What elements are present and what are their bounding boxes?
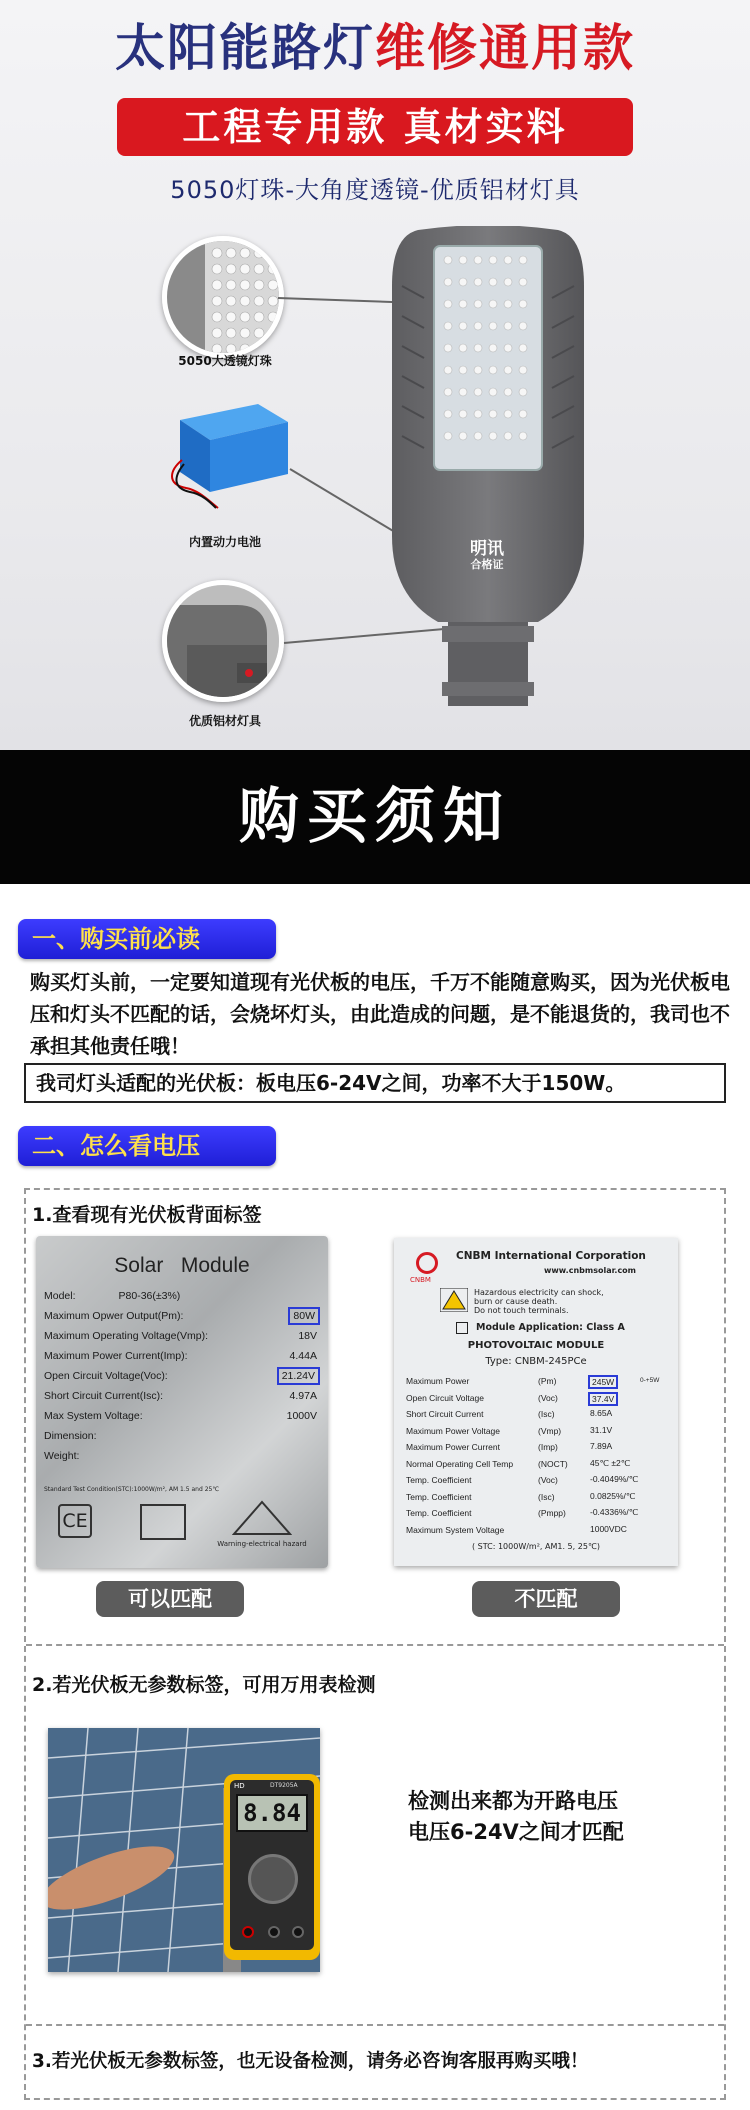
label-right-value: -0.4336%/℃: [590, 1507, 639, 1517]
label-right-value: 37.4V: [588, 1392, 618, 1406]
meter-dial-icon: [248, 1854, 298, 1904]
label-right-value: 45℃ ±2℃: [590, 1457, 631, 1468]
label-left-key: Short Circuit Current(Isc):: [44, 1390, 164, 1402]
cnbm-logo-text: CNBM: [410, 1276, 431, 1284]
label-right-key: Short Circuit Current: [406, 1409, 484, 1419]
label-right-value: 7.89A: [590, 1441, 613, 1451]
label-right-unit: (Voc): [538, 1475, 558, 1485]
label-left-title: Solar Module: [114, 1254, 250, 1277]
label-right-key: Maximum Power Voltage: [406, 1425, 501, 1436]
feature-label-aluminum: 优质铝材灯具: [188, 714, 261, 728]
hero-title-part2: 维修通用款: [375, 19, 635, 77]
label-right-unit: (NOCT): [538, 1458, 568, 1469]
hero-subtitle: 5050灯珠-大角度透镜-优质铝材灯具: [170, 176, 580, 204]
label-left-key: Weight:: [44, 1450, 80, 1462]
multimeter-face: [230, 1780, 314, 1950]
label-left-key: Maximum Opwer Output(Pm):: [44, 1310, 184, 1322]
label-right-key: Maximum Power Current: [406, 1442, 500, 1452]
label-right-row: [406, 1407, 672, 1424]
label-left-warning: Warning-electrical hazard: [217, 1540, 307, 1548]
cnbm-logo-icon: [416, 1252, 438, 1274]
ce-mark-icon: CE: [58, 1504, 92, 1538]
label-right-unit: (Pm): [538, 1376, 557, 1386]
aluminum-housing-icon: [162, 580, 284, 702]
nomatch-pill: 不匹配: [472, 1581, 620, 1617]
solar-label-left: [36, 1236, 328, 1568]
multimeter-body: [224, 1774, 320, 1960]
label-left-row: [44, 1346, 320, 1366]
label-right-value: 0.0825%/℃: [590, 1490, 636, 1501]
multimeter-photo: [48, 1728, 320, 1972]
label-left-value: 1000V: [286, 1410, 317, 1422]
led-chip-icon: [162, 236, 284, 358]
label-left-row: [44, 1426, 320, 1446]
section2-heading: 二、怎么看电压: [18, 1126, 276, 1166]
step1-text: 1.查看现有光伏板背面标签: [32, 1204, 262, 1226]
label-right-value: 245W: [588, 1375, 618, 1389]
label-left-key: Maximum Power Current(Imp):: [44, 1350, 188, 1362]
label-right-company: CNBM International Corporation: [456, 1250, 646, 1262]
meter-note-line2: 电压6-24V之间才匹配: [408, 1820, 624, 1844]
label-left-value: 4.44A: [289, 1350, 317, 1362]
warning-line-2: burn or cause death.: [474, 1297, 558, 1306]
label-right-key: Normal Operating Cell Temp: [406, 1458, 514, 1469]
label-right-row: [406, 1391, 672, 1408]
label-right-row: [406, 1490, 672, 1507]
application-checkbox-icon: [456, 1322, 468, 1334]
label-right-key: Maximum Power: [406, 1376, 470, 1386]
notice-title: 购买须知: [239, 782, 511, 852]
label-left-row: [44, 1286, 320, 1306]
label-right-type: Type: CNBM-245PCe: [485, 1356, 587, 1367]
label-right-rows: [406, 1374, 672, 1539]
hero-title: [0, 18, 750, 78]
section1-paragraph: 购买灯头前，一定要知道现有光伏板的电压，千万不能随意购买，因为光伏板电压和灯头不匹配的话，会烧坏灯头，由此造成的问题，是不能退货的，我司也不承担其他责任哦！: [30, 970, 730, 1058]
label-left-row: [44, 1326, 320, 1346]
meter-port-icon: [242, 1926, 254, 1938]
label-right-unit: (Pmpp): [538, 1508, 566, 1518]
label-right-row: [406, 1440, 672, 1457]
label-right-unit: (Isc): [538, 1409, 555, 1419]
meter-note: [408, 1786, 624, 1848]
step3-text: 3.若光伏板无参数标签，也无设备检测，请务必咨询客服再购买哦！: [32, 2051, 589, 2072]
match-pill: 可以匹配: [96, 1581, 244, 1617]
label-right-unit: (Vmp): [538, 1425, 562, 1436]
label-left-key: Model:: [44, 1290, 76, 1302]
lamp-brand: 明讯: [470, 539, 504, 559]
label-right-extra: 0-+5W: [640, 1377, 660, 1384]
label-right-warning: [474, 1288, 604, 1315]
label-right-row: [406, 1523, 672, 1540]
label-right-row: [406, 1424, 672, 1441]
warning-triangle-icon: [232, 1500, 292, 1536]
product-hero: [0, 0, 750, 750]
label-right-row: [406, 1457, 672, 1474]
label-left-value: P80-36(±3%): [118, 1290, 181, 1302]
label-left-row: [44, 1306, 320, 1326]
meter-port-icon: [292, 1926, 304, 1938]
label-right-value: 1000VDC: [590, 1523, 627, 1534]
square-symbol-icon: [140, 1504, 186, 1540]
label-right-key: Temp. Coefficient: [406, 1508, 472, 1518]
battery-icon: [168, 400, 298, 510]
divider-1: [26, 1644, 724, 1646]
warning-line-1: Hazardous electricity can shock,: [474, 1288, 604, 1297]
hero-title-part1: 太阳能路灯: [115, 19, 375, 77]
label-left-footer: Standard Test Condition(STC):1000W/m², AM 1.5 and 25℃: [44, 1486, 220, 1493]
street-lamp-illustration: [388, 226, 588, 706]
hero-banner: 工程专用款 真材实料: [117, 98, 633, 156]
label-right-row: [406, 1473, 672, 1490]
label-right-unit: (Voc): [538, 1392, 558, 1403]
label-left-key: Max System Voltage:: [44, 1410, 143, 1422]
label-right-url: www.cnbmsolar.com: [544, 1266, 637, 1275]
meter-display: 8.84: [236, 1794, 308, 1832]
meter-port-icon: [268, 1926, 280, 1938]
divider-2: [26, 2024, 724, 2026]
label-right-unit: (Isc): [538, 1491, 555, 1502]
label-right-value: 31.1V: [590, 1424, 613, 1435]
label-left-value: 21.24V: [277, 1367, 320, 1385]
lamp-cert: 合格证: [470, 558, 504, 571]
label-right-row: [406, 1374, 672, 1391]
label-left-rows: [44, 1286, 320, 1466]
notice-banner: [0, 750, 750, 884]
label-right-key: Temp. Coefficient: [406, 1491, 472, 1502]
label-right-stc: ( STC: 1000W/m², AM1. 5, 25℃): [471, 1542, 601, 1551]
section1-highlight: 我司灯头适配的光伏板：板电压6-24V之间，功率不大于150W。: [24, 1063, 726, 1103]
label-left-value: 18V: [298, 1330, 317, 1342]
label-left-row: [44, 1446, 320, 1466]
label-left-key: Dimension:: [44, 1430, 97, 1442]
meter-model: DT9205A: [270, 1782, 298, 1789]
meter-note-line1: 检测出来都为开路电压: [408, 1789, 618, 1813]
label-right-value: -0.4049%/℃: [590, 1474, 639, 1484]
label-left-row: [44, 1386, 320, 1406]
solar-label-right: [394, 1238, 678, 1566]
label-left-row: [44, 1406, 320, 1426]
label-left-key: Open Circuit Voltage(Voc):: [44, 1370, 168, 1382]
label-right-key: Maximum System Voltage: [406, 1524, 505, 1535]
label-right-row: [406, 1506, 672, 1523]
label-left-row: [44, 1366, 320, 1386]
meter-brand: HD: [234, 1782, 245, 1790]
feature-label-led: 5050大透镜灯珠: [178, 354, 272, 368]
section1-heading: 一、购买前必读: [18, 919, 276, 959]
feature-label-battery: 内置动力电池: [188, 535, 261, 549]
label-right-unit: (Imp): [538, 1442, 558, 1452]
warning-line-3: Do not touch terminals.: [474, 1306, 569, 1315]
label-right-application: Module Application: Class A: [476, 1322, 625, 1333]
callout-line-battery: [289, 468, 401, 537]
label-left-value: 4.97A: [289, 1390, 317, 1402]
label-right-module-title: PHOTOVOLTAIC MODULE: [467, 1340, 605, 1351]
hazard-icon: [440, 1288, 468, 1312]
step2-text: 2.若光伏板无参数标签，可用万用表检测: [32, 1674, 376, 1696]
label-right-key: Open Circuit Voltage: [406, 1392, 484, 1403]
label-left-value: 80W: [288, 1307, 320, 1325]
label-right-value: 8.65A: [590, 1408, 613, 1418]
label-left-key: Maximum Operating Voltage(Vmp):: [44, 1330, 208, 1342]
label-right-key: Temp. Coefficient: [406, 1475, 472, 1485]
